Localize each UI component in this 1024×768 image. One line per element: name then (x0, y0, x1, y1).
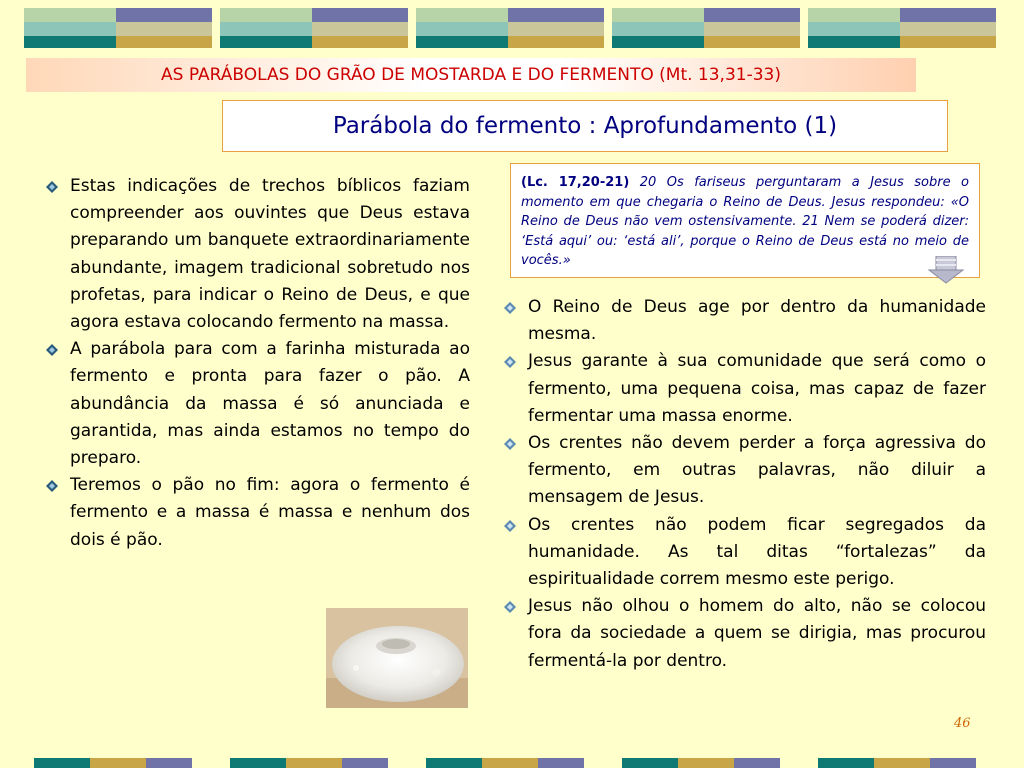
diamond-bullet-icon (46, 181, 58, 193)
diamond-bullet-icon (504, 601, 516, 613)
list-item (40, 173, 470, 336)
quote-reference: (Lc. 17,20-21) (521, 175, 630, 190)
header-decoration-2 (220, 8, 408, 48)
bullet-text: O Reino de Deus age por dentro da humanidade mesma. (528, 297, 986, 345)
bullet-text: Teremos o pão no fim: agora o fermento é fermento e a massa é massa e nenhum dos dois é pão. (70, 475, 470, 550)
bullet-text: Os crentes não devem perder a força agressiva do fermento, em outras palavras, não diluir a mensagem de Jesus. (528, 433, 986, 508)
diamond-bullet-icon (504, 302, 516, 314)
diamond-bullet-icon (46, 344, 58, 356)
right-bullet-list (498, 294, 986, 675)
left-bullet-list (40, 173, 470, 554)
bullet-text: A parábola para com a farinha misturada ao fermento e pronta para fazer o pão. A abundância da massa é só anunciada e garantida, mas ainda estamos no tempo do preparo. (70, 339, 470, 469)
scripture-quote-box (510, 163, 980, 278)
diamond-bullet-icon (504, 438, 516, 450)
page-number: 46 (954, 716, 971, 731)
list-item (498, 294, 986, 348)
diamond-bullet-icon (504, 520, 516, 532)
bullet-text: Os crentes não podem ficar segregados da humanidade. As tal ditas “fortalezas” da espiritualidade correm mesmo este perigo. (528, 514, 986, 590)
header-decoration-1 (24, 8, 212, 48)
list-item (498, 593, 986, 675)
bullet-text: Estas indicações de trechos bíblicos faziam compreender aos ouvintes que Deus estava preparando um banquete extraordinariamente abundante, imagem tradicional sobretudo nos profetas, para indicar o Reino de Deus, e que agora estava colocando fermento na massa. (70, 176, 470, 333)
diamond-bullet-icon (504, 356, 516, 368)
list-item (498, 512, 986, 594)
header-decoration-3 (416, 8, 604, 48)
header-decoration-4 (612, 8, 800, 48)
down-arrow-icon (928, 256, 964, 284)
list-item (40, 336, 470, 472)
slide-subtitle: Parábola do fermento : Aprofundamento (1) (222, 100, 948, 152)
quote-text: 20 Os fariseus perguntaram a Jesus sobre o momento em que chegaria o Reino de Deus. Jesus respondeu: «O Reino de Deus não vem ostensivamente. 21 Nem se poderá dizer: ‘Está aqui’ ou: ‘está ali’, porque o Reino de Deus está no meio de vocês.» (521, 175, 970, 268)
bullet-text: Jesus garante à sua comunidade que será como o fermento, uma pequena coisa, mas capaz de fazer fermentar uma massa enorme. (528, 351, 986, 426)
bullet-text: Jesus não olhou o homem do alto, não se colocou fora da sociedade a quem se dirigia, mas procurou fermentá-la por dentro. (528, 596, 986, 671)
diamond-bullet-icon (46, 480, 58, 492)
footer-decoration (0, 758, 1024, 768)
header-decoration-5 (808, 8, 996, 48)
list-item (498, 348, 986, 430)
list-item (498, 430, 986, 512)
banner-title: AS PARÁBOLAS DO GRÃO DE MOSTARDA E DO FERMENTO (Mt. 13,31-33) (26, 58, 916, 92)
list-item (40, 472, 470, 554)
flour-pile-image (326, 608, 468, 708)
